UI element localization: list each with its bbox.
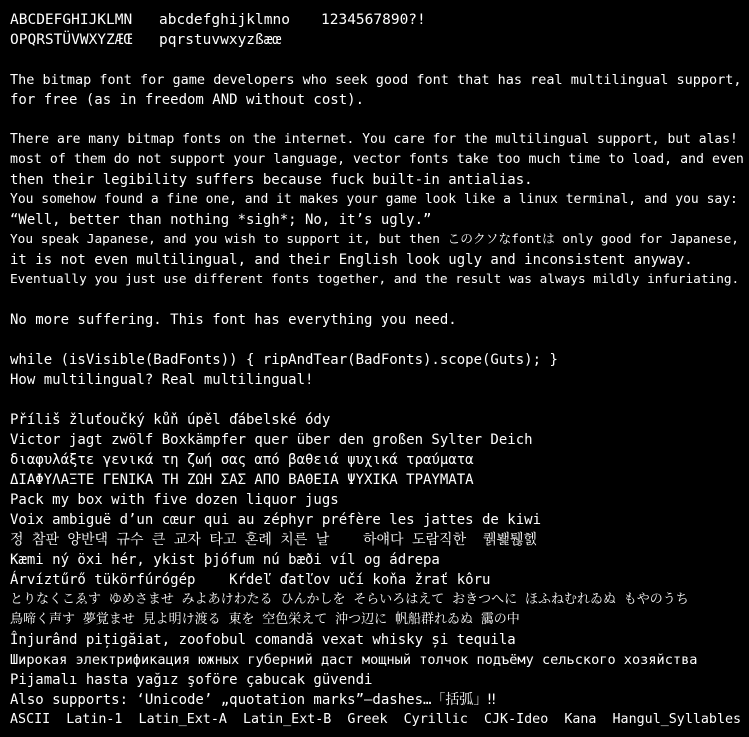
pangram-greek-lowercase: διαφυλάξτε γενικά τη ζωή σας από βαθειά ψυχικά τραύματα — [10, 452, 474, 468]
story-line: “Well, better than nothing *sigh*; No, it’s ugly.” — [10, 212, 432, 228]
glyph-sample-digits: 1234567890?! — [321, 12, 426, 28]
code-sample-line: while (isVisible(BadFonts)) { ripAndTear(BadFonts).scope(Guts); } — [10, 352, 558, 368]
glyph-sample-lowercase-1: abcdefghijklmno — [159, 12, 290, 28]
glyph-sample-uppercase-2: OPQRSTÜVWXYZÆŒ — [10, 32, 133, 48]
pangram-english: Pack my box with five dozen liquor jugs — [10, 492, 339, 508]
also-supports-line: Also supports: ‘Unicode’ „quotation marks”—dashes…「括弧」‼ — [10, 692, 496, 708]
intro-line: The bitmap font for game developers who seek good font that has real multilingual support, — [10, 72, 742, 88]
glyph-sample-uppercase-1: ABCDEFGHIJKLMN — [10, 12, 133, 28]
pangram-greek-uppercase: ΔΙΑΦΥΛΑΞΤΕ ΓΕΝΙΚΑ ΤΗ ΖΩΗ ΣΑΣ ΑΠΟ ΒΑΘΕΙΑ ΨΥΧΙΚΑ ΤΡΑΥΜΑΤΑ — [10, 472, 474, 488]
glyph-sample-lowercase-2: pqrstuvwxyzßæœ — [159, 32, 282, 48]
pangram-japanese-kanji: 鳥啼く声す 夢覚ませ 見よ明け渡る 東を 空色栄えて 沖つ辺に 帆船群れゐぬ 靄の中 — [10, 612, 520, 627]
story-line: most of them do not support your language, vector fonts take too much time to load, and even — [10, 152, 744, 167]
pangram-russian: Широкая электрификация южных губерний даст мощный толчок подъёму сельского хозяйства — [10, 652, 698, 668]
pangram-icelandic: Kæmi ný öxi hér, ykist þjófum nú bæði víl og ádrepa — [10, 552, 440, 568]
pangram-czech: Příliš žluťoučký kůň úpěl ďábelské ódy — [10, 412, 331, 428]
story-line: then their legibility suffers because fuck built-in antialias. — [10, 172, 533, 188]
pangram-romanian: Înjurând pițigăiat, zoofobul comandă vexat whisky și tequila — [10, 632, 516, 648]
font-specimen — [10, 10, 745, 733]
how-multilingual-line: How multilingual? Real multilingual! — [10, 372, 314, 388]
story-line: There are many bitmap fonts on the internet. You care for the multilingual support, but alas! — [10, 132, 738, 147]
pangram-turkish: Pijamalı hasta yağız şoföre çabucak güvendi — [10, 672, 373, 688]
pangram-german: Victor jagt zwölf Boxkämpfer quer über den großen Sylter Deich — [10, 432, 533, 448]
no-more-suffering-line: No more suffering. This font has everything you need. — [10, 312, 457, 328]
pangram-french: Voix ambiguë d’un cœur qui au zéphyr préfère les jattes de kiwi — [10, 512, 542, 528]
pangram-korean: 정 참판 양반댁 규수 큰 교자 타고 혼례 치른 날 하얘다 도람직한 퀡봹퉪헰 — [10, 532, 538, 548]
story-line: Eventually you just use different fonts together, and the result was always mildly infuriating. — [10, 272, 740, 287]
supported-ranges-line: ASCII Latin-1 Latin_Ext-A Latin_Ext-B Greek Cyrillic CJK-Ideo Kana Hangul_Syllables — [10, 712, 742, 727]
intro-line: for free (as in freedom AND without cost). — [10, 92, 365, 108]
story-line: You somehow found a fine one, and it makes your game look like a linux terminal, and you say: — [10, 192, 738, 207]
story-line: You speak Japanese, and you wish to support it, but then このクソなfontは only good for Japanese, — [10, 232, 739, 247]
pangram-hungarian-slovak: Árvíztűrő tükörfúrógép Kŕdeľ ďatľov učí koňa žrať kôru — [10, 572, 491, 588]
story-line: it is not even multilingual, and their English look ugly and inconsistent anyway. — [10, 252, 693, 268]
pangram-japanese-kana: とりなくこゑす ゆめさませ みよあけわたる ひんかしを そらいろはえて おきつへに ほふねむれゐぬ もやのうち — [10, 592, 689, 607]
